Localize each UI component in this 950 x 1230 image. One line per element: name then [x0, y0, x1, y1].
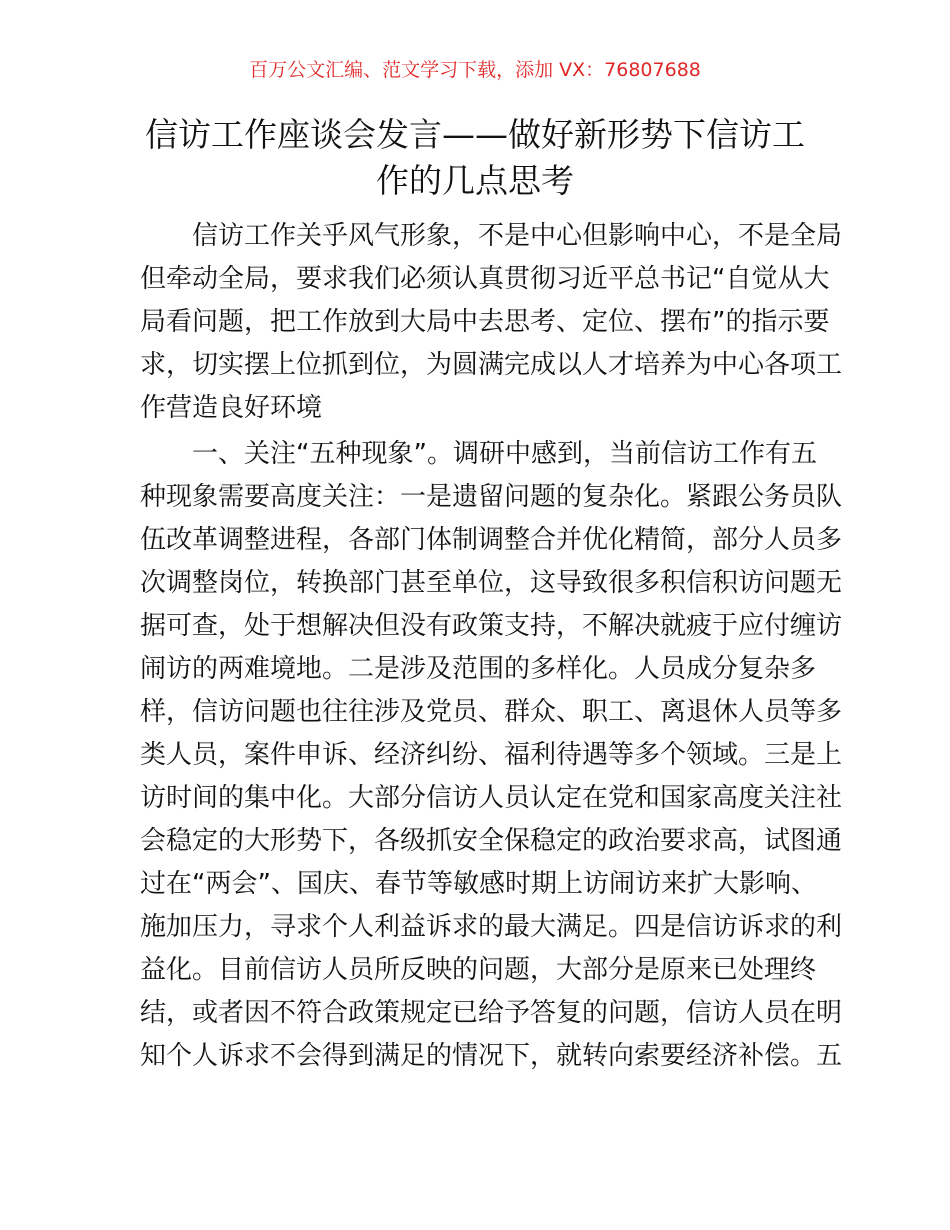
- paragraph-line: 益化。目前信访人员所反映的问题，大部分是原来已处理终: [140, 955, 817, 985]
- paragraph-line: 局看问题，把工作放到大局中去思考、定位、摆布”的指示要: [140, 307, 830, 337]
- paragraph-line: 访时间的集中化。大部分信访人员认定在党和国家高度关注社: [140, 783, 843, 813]
- paragraph-line: 求，切实摆上位抓到位，为圆满完成以人才培养为中心各项工: [140, 350, 843, 380]
- paragraph-section-one: [140, 433, 843, 1078]
- paragraph-line: 过在“两会”、国庆、春节等敏感时期上访闹访来扩大影响、: [140, 869, 817, 899]
- paragraph-intro: [140, 215, 843, 430]
- title-line: 作的几点思考: [376, 161, 574, 200]
- paragraph-line: 信访工作关乎风气形象，不是中心但影响中心，不是全局: [192, 221, 843, 251]
- paragraph-line: 据可查，处于想解决但没有政策支持，不解决就疲于应付缠访: [140, 611, 843, 641]
- watermark-header: 百万公文汇编、范文学习下载，添加 VX：76807688: [249, 59, 701, 81]
- paragraph-line: 但牵动全局，要求我们必须认真贯彻习近平总书记“自觉从大: [140, 264, 830, 294]
- title-line: 信访工作座谈会发言——做好新形势下信访工: [145, 115, 805, 154]
- document-title: [140, 112, 810, 204]
- paragraph-line: 次调整岗位，转换部门甚至单位，这导致很多积信积访问题无: [140, 568, 843, 598]
- paragraph-line: 施加压力，寻求个人利益诉求的最大满足。四是信访诉求的利: [140, 912, 843, 942]
- paragraph-line: 一、关注“五种现象”。调研中感到，当前信访工作有五: [192, 439, 817, 469]
- paragraph-line: 结，或者因不符合政策规定已给予答复的问题，信访人员在明: [140, 998, 843, 1028]
- paragraph-line: 种现象需要高度关注：一是遗留问题的复杂化。紧跟公务员队: [140, 482, 843, 512]
- paragraph-line: 类人员，案件申诉、经济纠纷、福利待遇等多个领域。三是上: [140, 740, 843, 770]
- paragraph-line: 闹访的两难境地。二是涉及范围的多样化。人员成分复杂多: [140, 654, 817, 684]
- paragraph-line: 会稳定的大形势下，各级抓安全保稳定的政治要求高，试图通: [140, 826, 843, 856]
- paragraph-line: 伍改革调整进程，各部门体制调整合并优化精简，部分人员多: [140, 525, 843, 555]
- paragraph-line: 作营造良好环境: [140, 393, 323, 423]
- paragraph-line: 知个人诉求不会得到满足的情况下，就转向索要经济补偿。五: [140, 1041, 843, 1071]
- paragraph-line: 样，信访问题也往往涉及党员、群众、职工、离退休人员等多: [140, 697, 843, 727]
